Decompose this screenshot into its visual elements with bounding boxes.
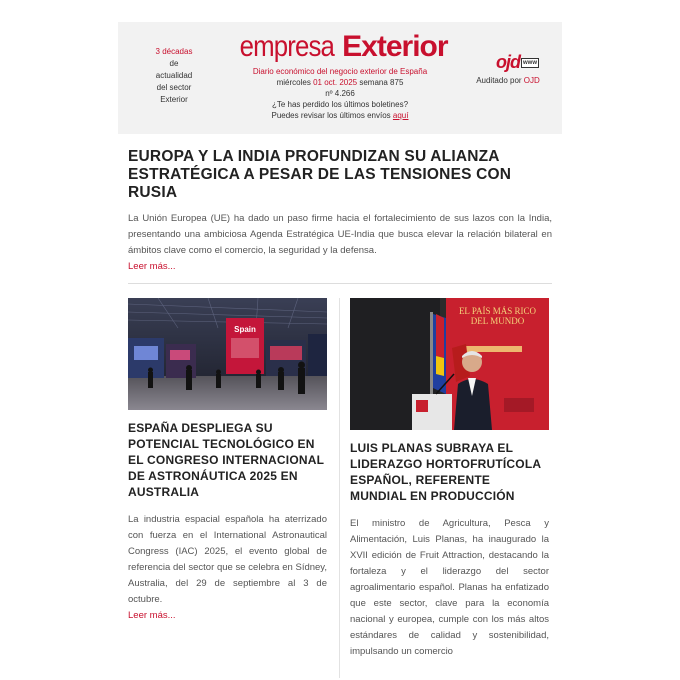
ojd-logo-text: ojd <box>496 52 520 72</box>
newsletter <box>118 22 562 678</box>
main-article <box>118 134 562 275</box>
ojd-www-badge: www <box>522 60 537 66</box>
article-right-title[interactable]: LUIS PLANAS SUBRAYA EL LIDERAZGO HORTOFRUTÍCOLA ESPAÑOL, REFERENTE MUNDIAL EN PRODUCCIÓN <box>350 441 541 503</box>
decades-line2: de <box>169 59 179 68</box>
decades-badge <box>138 46 210 106</box>
divider <box>128 283 552 284</box>
column-divider <box>339 298 340 678</box>
ojd-logo <box>477 52 539 72</box>
spain-pavilion-sign: Spain <box>234 325 256 334</box>
decades-line1: 3 décadas <box>155 47 193 56</box>
masthead <box>228 30 452 121</box>
decades-line5: Exterior <box>160 95 188 104</box>
audited-org: OJD <box>523 76 540 85</box>
article-right-summary: El ministro de Agricultura, Pesca y Alimentación, Luis Planas, ha inaugurado la XVII edición de Fruit Attraction, destacando la fortaleza y el liderazgo del sector agroalimentario español. Planas ha enfatizado que este sector, clave para la economía nacional y europea, cumple con los más altos estándares de calidad y sostenibilidad, impulsando un comercio <box>350 518 549 657</box>
brand-logo[interactable] <box>228 30 452 64</box>
issue-date <box>228 77 452 88</box>
review-line <box>228 110 452 121</box>
logo-part1: empresa <box>240 30 335 63</box>
fruit-attraction-banner: EL PAÍS MÁS RICO DEL MUNDO <box>458 306 537 326</box>
review-link[interactable]: aquí <box>392 111 409 120</box>
article-right <box>350 298 549 660</box>
date-prefix: miércoles <box>276 78 311 87</box>
newsletter-header <box>118 22 562 134</box>
main-article-summary: La Unión Europea (UE) ha dado un paso firme hacia el fortalecimiento de sus lazos con la India, presentando una ambiciosa Agenda Estratégica UE-India que busca elevar la relación bilateral en ámbitos clave como el comercio, la seguridad y la defensa. <box>128 213 552 256</box>
logo-part2: Exterior <box>342 30 448 63</box>
date-value: 01 oct. 2025 <box>313 78 358 87</box>
astronautics-congress-photo[interactable] <box>128 298 327 410</box>
article-left <box>128 298 327 624</box>
date-suffix: semana 875 <box>359 78 404 87</box>
minister-photo-illustration <box>350 298 549 430</box>
ojd-block <box>468 52 548 85</box>
minister-speech-photo[interactable] <box>350 298 549 430</box>
decades-line4: del sector <box>156 83 192 92</box>
issue-number: nº 4.266 <box>325 89 355 98</box>
article-left-read-more-link[interactable]: Leer más... <box>128 610 176 621</box>
tagline: Diario económico del negocio exterior de España <box>252 67 428 76</box>
article-left-summary: La industria espacial española ha aterrizado con fuerza en el International Astronautical Congress (IAC) 2025, el evento global de referencia del sector que se celebra en Sídney, Australia, del 29 de septiembre al 3 de octubre. <box>128 514 327 605</box>
audited-text: Auditado por <box>476 76 522 85</box>
review-text: Puedes revisar los últimos envíos <box>271 111 391 120</box>
main-read-more-link[interactable]: Leer más... <box>128 261 176 272</box>
main-article-title[interactable]: EUROPA Y LA INDIA PROFUNDIZAN SU ALIANZA ESTRATÉGICA A PESAR DE LAS TENSIONES CON RUSIA <box>128 148 512 201</box>
congress-photo-illustration <box>128 298 327 410</box>
missed-bulletins-text: ¿Te has perdido los últimos boletines? <box>271 100 409 109</box>
article-left-title[interactable]: ESPAÑA DESPLIEGA SU POTENCIAL TECNOLÓGICO EN EL CONGRESO INTERNACIONAL DE ASTRONÁUTICA 2025 EN AUSTRALIA <box>128 421 324 499</box>
decades-line3: actualidad <box>155 71 193 80</box>
article-columns <box>118 298 562 678</box>
audited-caption <box>468 76 548 85</box>
